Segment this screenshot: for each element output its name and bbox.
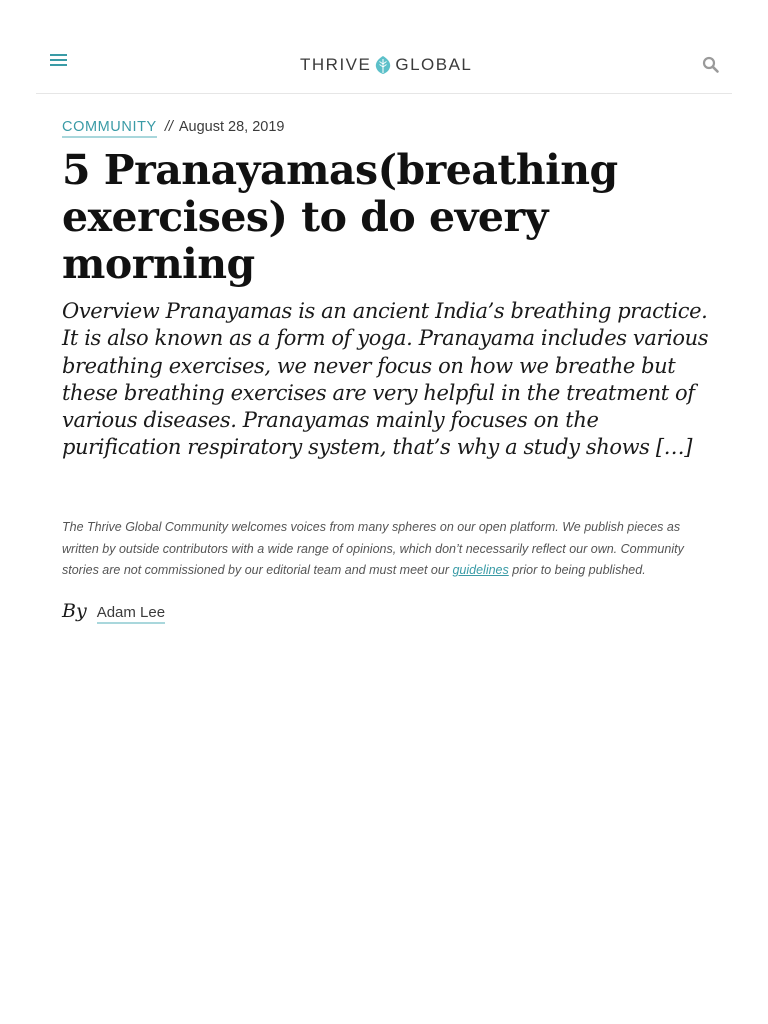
- logo-text-global: GLOBAL: [395, 55, 473, 74]
- article-meta: [62, 119, 285, 135]
- by-label: By: [62, 600, 87, 622]
- search-icon[interactable]: [702, 56, 720, 74]
- site-header: [36, 0, 732, 94]
- hamburger-menu-icon[interactable]: [50, 54, 68, 70]
- meta-separator: //: [164, 119, 173, 135]
- article-excerpt: Overview Pranayamas is an ancient India’s breathing practice. It is also known as a form of yoga. Pranayama includes various breathing exercises, we never focus on how we breathe but these breathing exercises are very helpful in the treatment of various diseases. Pranayamas mainly focuses on the purification respiratory system, that’s why a study shows […]: [62, 299, 709, 460]
- community-disclaimer: [62, 517, 702, 582]
- logo-text-thrive: THRIVE: [300, 55, 372, 74]
- author-link[interactable]: Adam Lee: [97, 604, 165, 624]
- publish-date: August 28, 2019: [178, 119, 285, 135]
- disclaimer-text: The Thrive Global Community welcomes voices from many spheres on our open platform. We publish pieces as written by outside contributors with a wide range of opinions, which don’t necessarily reflect our own. Community stories are not commissioned by our editorial team and must meet our: [62, 520, 684, 577]
- category-link[interactable]: COMMUNITY: [62, 119, 157, 138]
- leaf-icon: [374, 55, 392, 75]
- site-logo[interactable]: [300, 54, 472, 76]
- article-title: 5 Pranayamas(breathing exercises) to do every morning: [62, 146, 618, 288]
- byline: [62, 600, 165, 624]
- guidelines-link[interactable]: guidelines: [452, 563, 509, 577]
- disclaimer-text-end: prior to being published.: [508, 563, 646, 577]
